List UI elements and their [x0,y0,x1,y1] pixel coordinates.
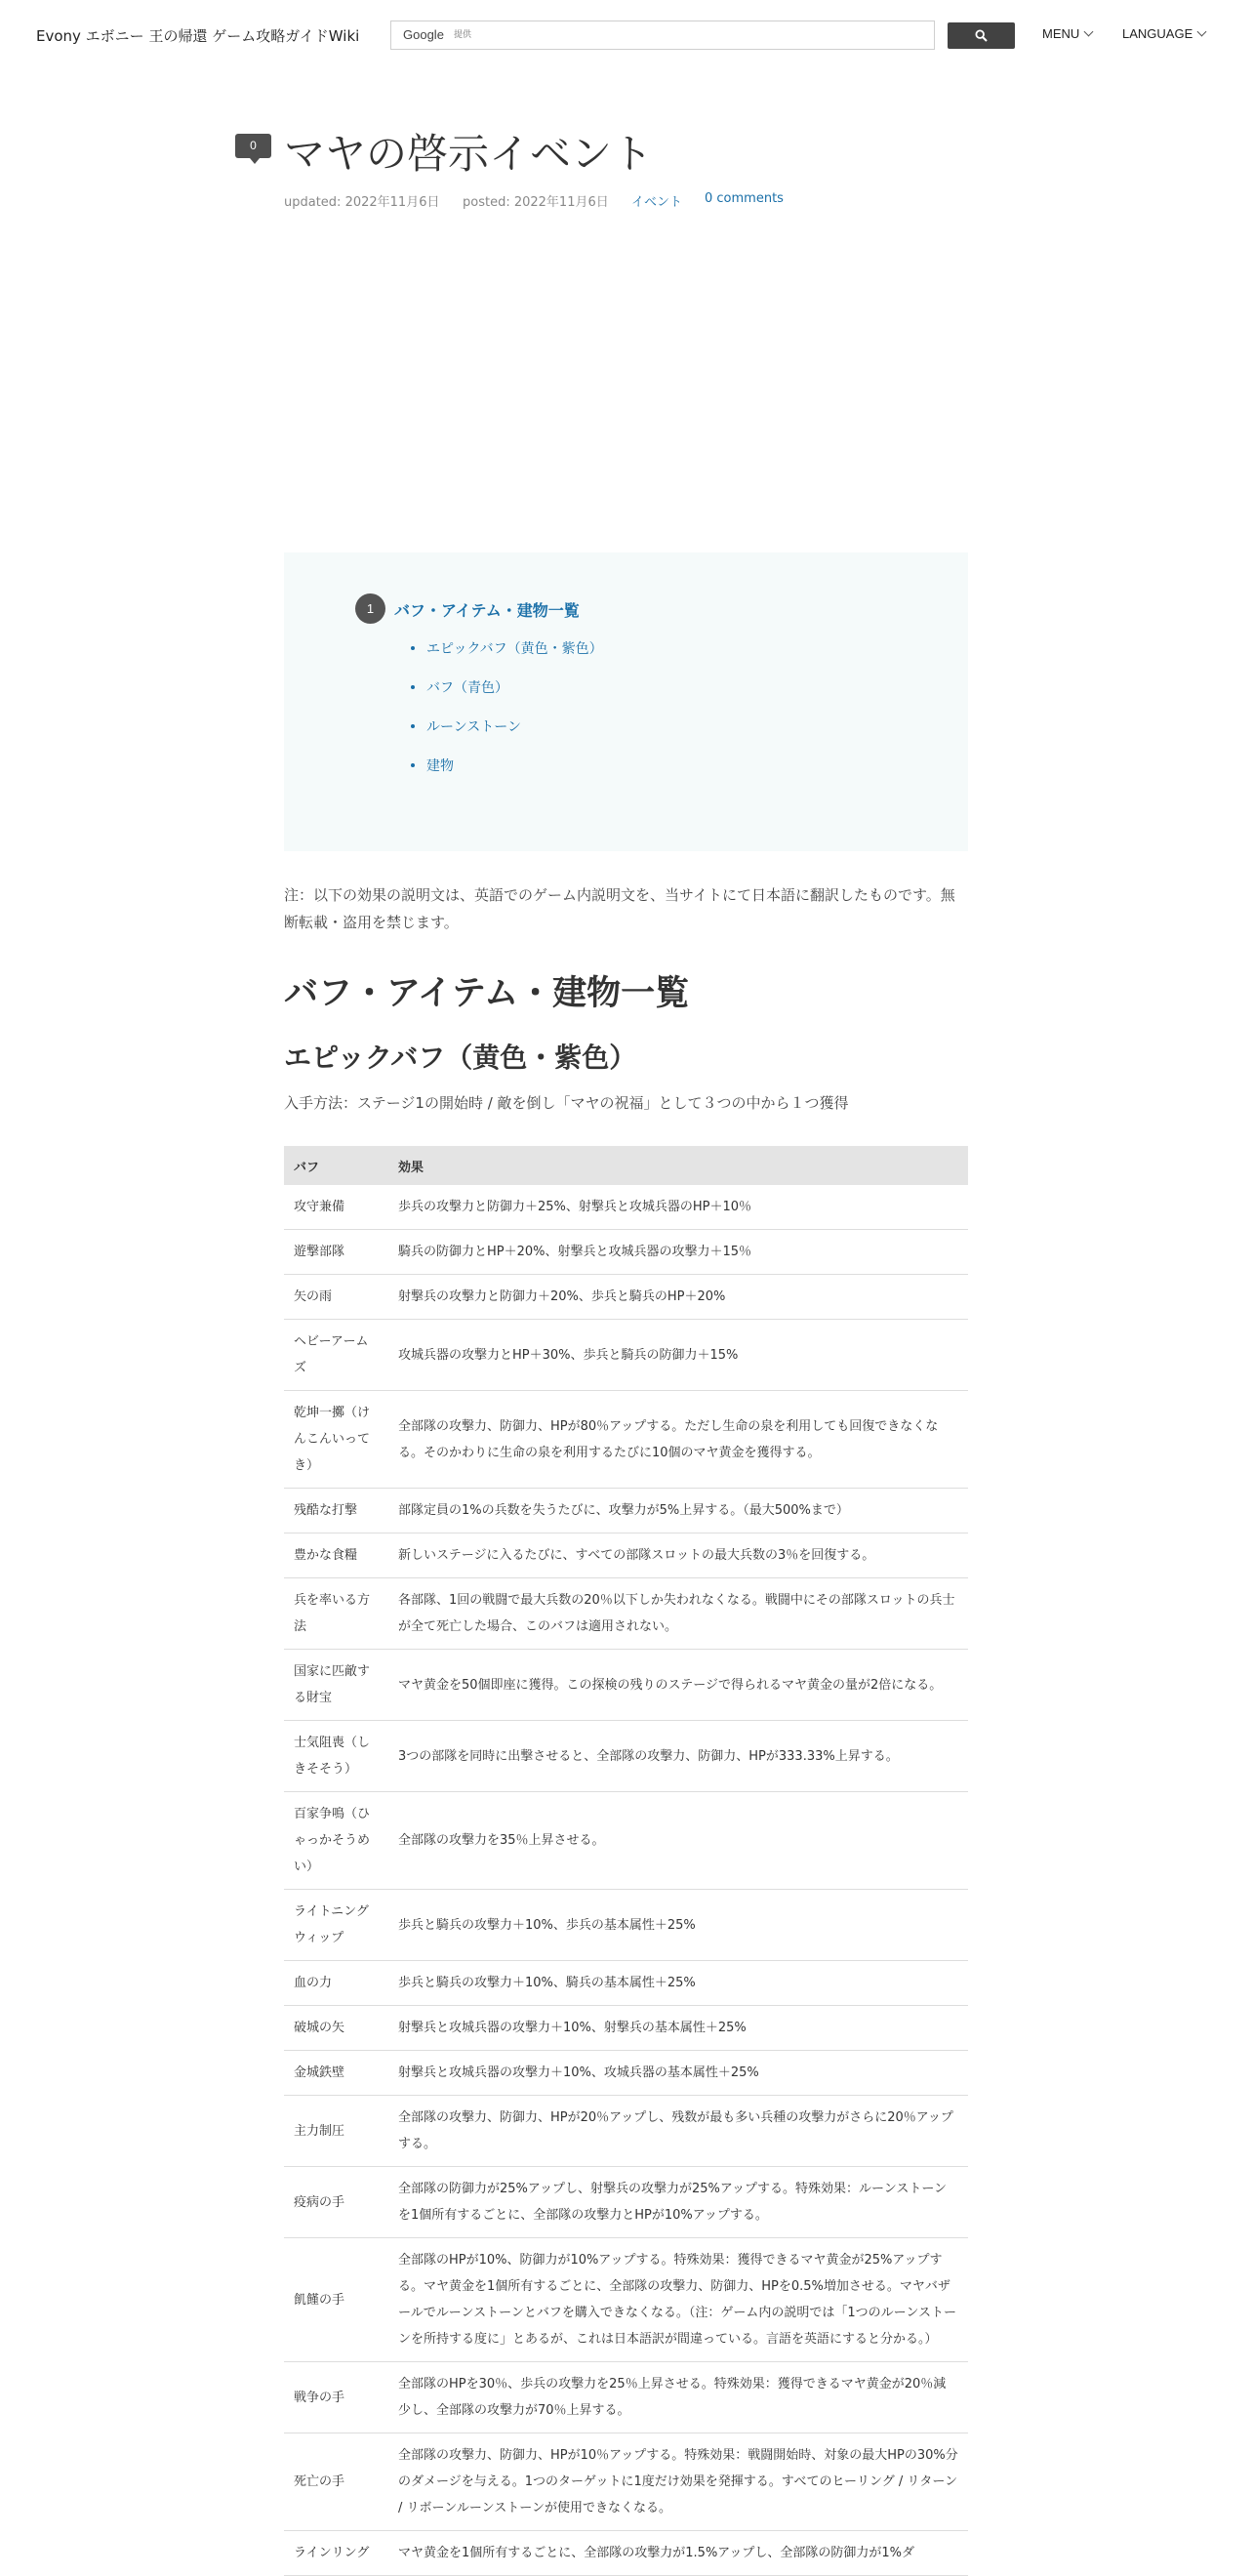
buff-name-cell: ラインリング [284,2531,388,2576]
buff-name-cell: 国家に匹敵する財宝 [284,1650,388,1721]
buff-name-cell: 金城鉄壁 [284,2051,388,2096]
acquisition-method: 入手方法：ステージ1の開始時 / 敵を倒し「マヤの祝福」として３つの中から１つ獲得 [284,1094,849,1112]
toc-item-label: バフ（青色） [426,680,508,696]
comment-count-badge[interactable]: 0 [235,134,271,158]
language-label: LANGUAGE [1122,26,1193,41]
table-row [284,2433,968,2531]
table-row [284,1792,968,1890]
table-row [284,1650,968,1721]
buff-name-cell: 疫病の手 [284,2167,388,2238]
buff-name-cell: 矢の雨 [284,1275,388,1320]
table-row [284,2238,968,2362]
table-row [284,1185,968,1230]
toc-item-label: ルーンストーン [426,719,522,735]
table-row [284,1320,968,1391]
toc-item[interactable] [411,756,454,775]
buff-name-cell: 百家争鳴（ひゃっかそうめい） [284,1792,388,1890]
buff-effect-cell: 部隊定員の1%の兵数を失うたびに、攻撃力が5%上昇する。（最大500%まで） [388,1489,968,1533]
bullet-icon [411,646,415,650]
search-button[interactable] [948,22,1015,49]
buff-name-cell: 乾坤一擲（けんこんいってき） [284,1391,388,1489]
buff-effect-cell: 騎兵の防御力とHP＋20%、射撃兵と攻城兵器の攻撃力＋15％ [388,1230,968,1275]
buff-name-cell: 破城の矢 [284,2006,388,2051]
menu-button[interactable] [1042,26,1092,41]
top-bar [0,0,1253,70]
chevron-down-icon [1197,27,1207,37]
buff-effect-cell: 射撃兵と攻城兵器の攻撃力＋10%、射撃兵の基本属性＋25% [388,2006,968,2051]
table-row [284,1533,968,1578]
site-title[interactable]: Evony エボニー 王の帰還 ゲーム攻略ガイドWiki [36,27,360,45]
toc-item[interactable] [411,677,508,697]
subsection-heading: エピックバフ（黄色・紫色） [284,1042,637,1074]
bullet-icon [411,724,415,728]
buff-name-cell: 遊撃部隊 [284,1230,388,1275]
buff-name-cell: 飢饉の手 [284,2238,388,2362]
buff-effect-cell: 各部隊、1回の戦闘で最大兵数の20％以下しか失われなくなる。戦闘中にその部隊スロットの兵士が全て死亡した場合、このバフは適用されない。 [388,1578,968,1650]
menu-label: MENU [1042,26,1080,41]
buff-effect-cell: 全部隊の防御力が25%アップし、射撃兵の攻撃力が25%アップする。特殊効果：ルーンストーンを1個所有するごとに、全部隊の攻撃力とHPが10%アップする。 [388,2167,968,2238]
table-row [284,2051,968,2096]
chevron-down-icon [1084,27,1094,37]
table-row [284,2362,968,2433]
table-row [284,1230,968,1275]
column-header-buff: バフ [284,1146,388,1185]
table-row [284,1391,968,1489]
buff-effect-cell: 歩兵と騎兵の攻撃力＋10%、騎兵の基本属性＋25% [388,1961,968,2006]
buff-name-cell: 主力制圧 [284,2096,388,2167]
table-header-row [284,1146,968,1185]
table-row [284,1961,968,2006]
toc-item[interactable] [411,716,521,736]
buff-effect-cell: 全部隊のHPが10%、防御力が10%アップする。特殊効果：獲得できるマヤ黄金が25%アップする。マヤ黄金を1個所有するごとに、全部隊の攻撃力、防御力、HPを0.5%増加させる。マヤバザールでルーンストーンとバフを購入できなくなる。（注：ゲーム内の説明では「1つのルーンストーンを所持する度に」とあるが、これは日本語訳が間違っている。言語を英語にすると分かる。） [388,2238,968,2362]
toc-item-label: 建物 [426,758,454,774]
toc-main-link[interactable]: バフ・アイテム・建物一覧 [394,601,580,620]
posted-date: posted: 2022年11月6日 [463,195,609,210]
buff-effect-cell: 全部隊の攻撃力、防御力、HPが80％アップする。ただし生命の泉を利用しても回復できなくなる。そのかわりに生命の泉を利用するたびに10個のマヤ黄金を獲得する。 [388,1391,968,1489]
search-icon [975,29,988,42]
toc-item-label: エピックバフ（黄色・紫色） [426,641,603,657]
table-row [284,1275,968,1320]
category-link[interactable]: イベント [631,195,683,210]
bullet-icon [411,685,415,689]
buff-name-cell: 戦争の手 [284,2362,388,2433]
page-title: マヤの啓示イベント [284,130,654,178]
buff-effect-cell: マヤ黄金を50個即座に獲得。この探検の残りのステージで得られるマヤ黄金の量が2倍になる。 [388,1650,968,1721]
table-row [284,1489,968,1533]
toc-item[interactable] [411,638,603,658]
search-brand: Google [403,27,444,42]
translation-note: 注：以下の効果の説明文は、英語でのゲーム内説明文を、当サイトにて日本語に翻訳したものです。無断転載・盗用を禁じます。 [284,886,955,931]
buff-name-cell: 攻守兼備 [284,1185,388,1230]
table-row [284,2167,968,2238]
updated-date: updated: 2022年11月6日 [284,195,440,210]
search-input[interactable] [454,25,922,45]
buff-name-cell: 死亡の手 [284,2433,388,2531]
buff-name-cell: 血の力 [284,1961,388,2006]
table-row [284,1890,968,1961]
buff-name-cell: ライトニングウィップ [284,1890,388,1961]
table-row [284,1721,968,1792]
buff-effect-cell: 攻城兵器の攻撃力とHP＋30%、歩兵と騎兵の防御力＋15% [388,1320,968,1391]
section-heading: バフ・アイテム・建物一覧 [284,974,690,1013]
buff-effect-cell: 射撃兵の攻撃力と防御力＋20%、歩兵と騎兵のHP＋20% [388,1275,968,1320]
buff-name-cell: 士気阻喪（しきそそう） [284,1721,388,1792]
buff-effect-cell: 全部隊の攻撃力、防御力、HPが10％アップする。特殊効果：戦闘開始時、対象の最大HPの30%分のダメージを与える。1つのターゲットに1度だけ効果を発揮する。すべてのヒーリング / リターン / リボーンルーンストーンが使用できなくなる。 [388,2433,968,2531]
buff-effect-cell: 新しいステージに入るたびに、すべての部隊スロットの最大兵数の3％を回復する。 [388,1533,968,1578]
table-row [284,2531,968,2576]
buff-effect-cell: 歩兵の攻撃力と防御力＋25%、射撃兵と攻城兵器のHP＋10％ [388,1185,968,1230]
table-row [284,2096,968,2167]
buff-effect-cell: マヤ黄金を1個所有するごとに、全部隊の攻撃力が1.5%アップし、全部隊の防御力が1%ダ [388,2531,968,2576]
buff-effect-cell: 全部隊のHPを30％、歩兵の攻撃力を25％上昇させる。特殊効果：獲得できるマヤ黄金が20％減少し、全部隊の攻撃力が70％上昇する。 [388,2362,968,2433]
buff-name-cell: 豊かな食糧 [284,1533,388,1578]
language-button[interactable] [1122,26,1205,41]
buff-effect-cell: 射撃兵と攻城兵器の攻撃力＋10%、攻城兵器の基本属性＋25% [388,2051,968,2096]
buff-name-cell: 残酷な打撃 [284,1489,388,1533]
comments-link[interactable]: 0 comments [705,191,784,206]
search-box[interactable] [390,20,935,50]
buff-name-cell: ヘビーアームズ [284,1320,388,1391]
bullet-icon [411,763,415,767]
table-row [284,2006,968,2051]
buff-effect-cell: 全部隊の攻撃力を35％上昇させる。 [388,1792,968,1890]
buff-effect-cell: 全部隊の攻撃力、防御力、HPが20％アップし、残数が最も多い兵種の攻撃力がさらに20％アップする。 [388,2096,968,2167]
table-row [284,1578,968,1650]
buff-effect-cell: 歩兵と騎兵の攻撃力＋10%、歩兵の基本属性＋25% [388,1890,968,1961]
buff-name-cell: 兵を率いる方法 [284,1578,388,1650]
buff-effect-cell: 3つの部隊を同時に出撃させると、全部隊の攻撃力、防御力、HPが333.33%上昇する。 [388,1721,968,1792]
table-of-contents [284,552,968,851]
column-header-effect: 効果 [388,1146,968,1185]
toc-number: 1 [355,593,385,624]
buff-table [284,1146,968,2576]
